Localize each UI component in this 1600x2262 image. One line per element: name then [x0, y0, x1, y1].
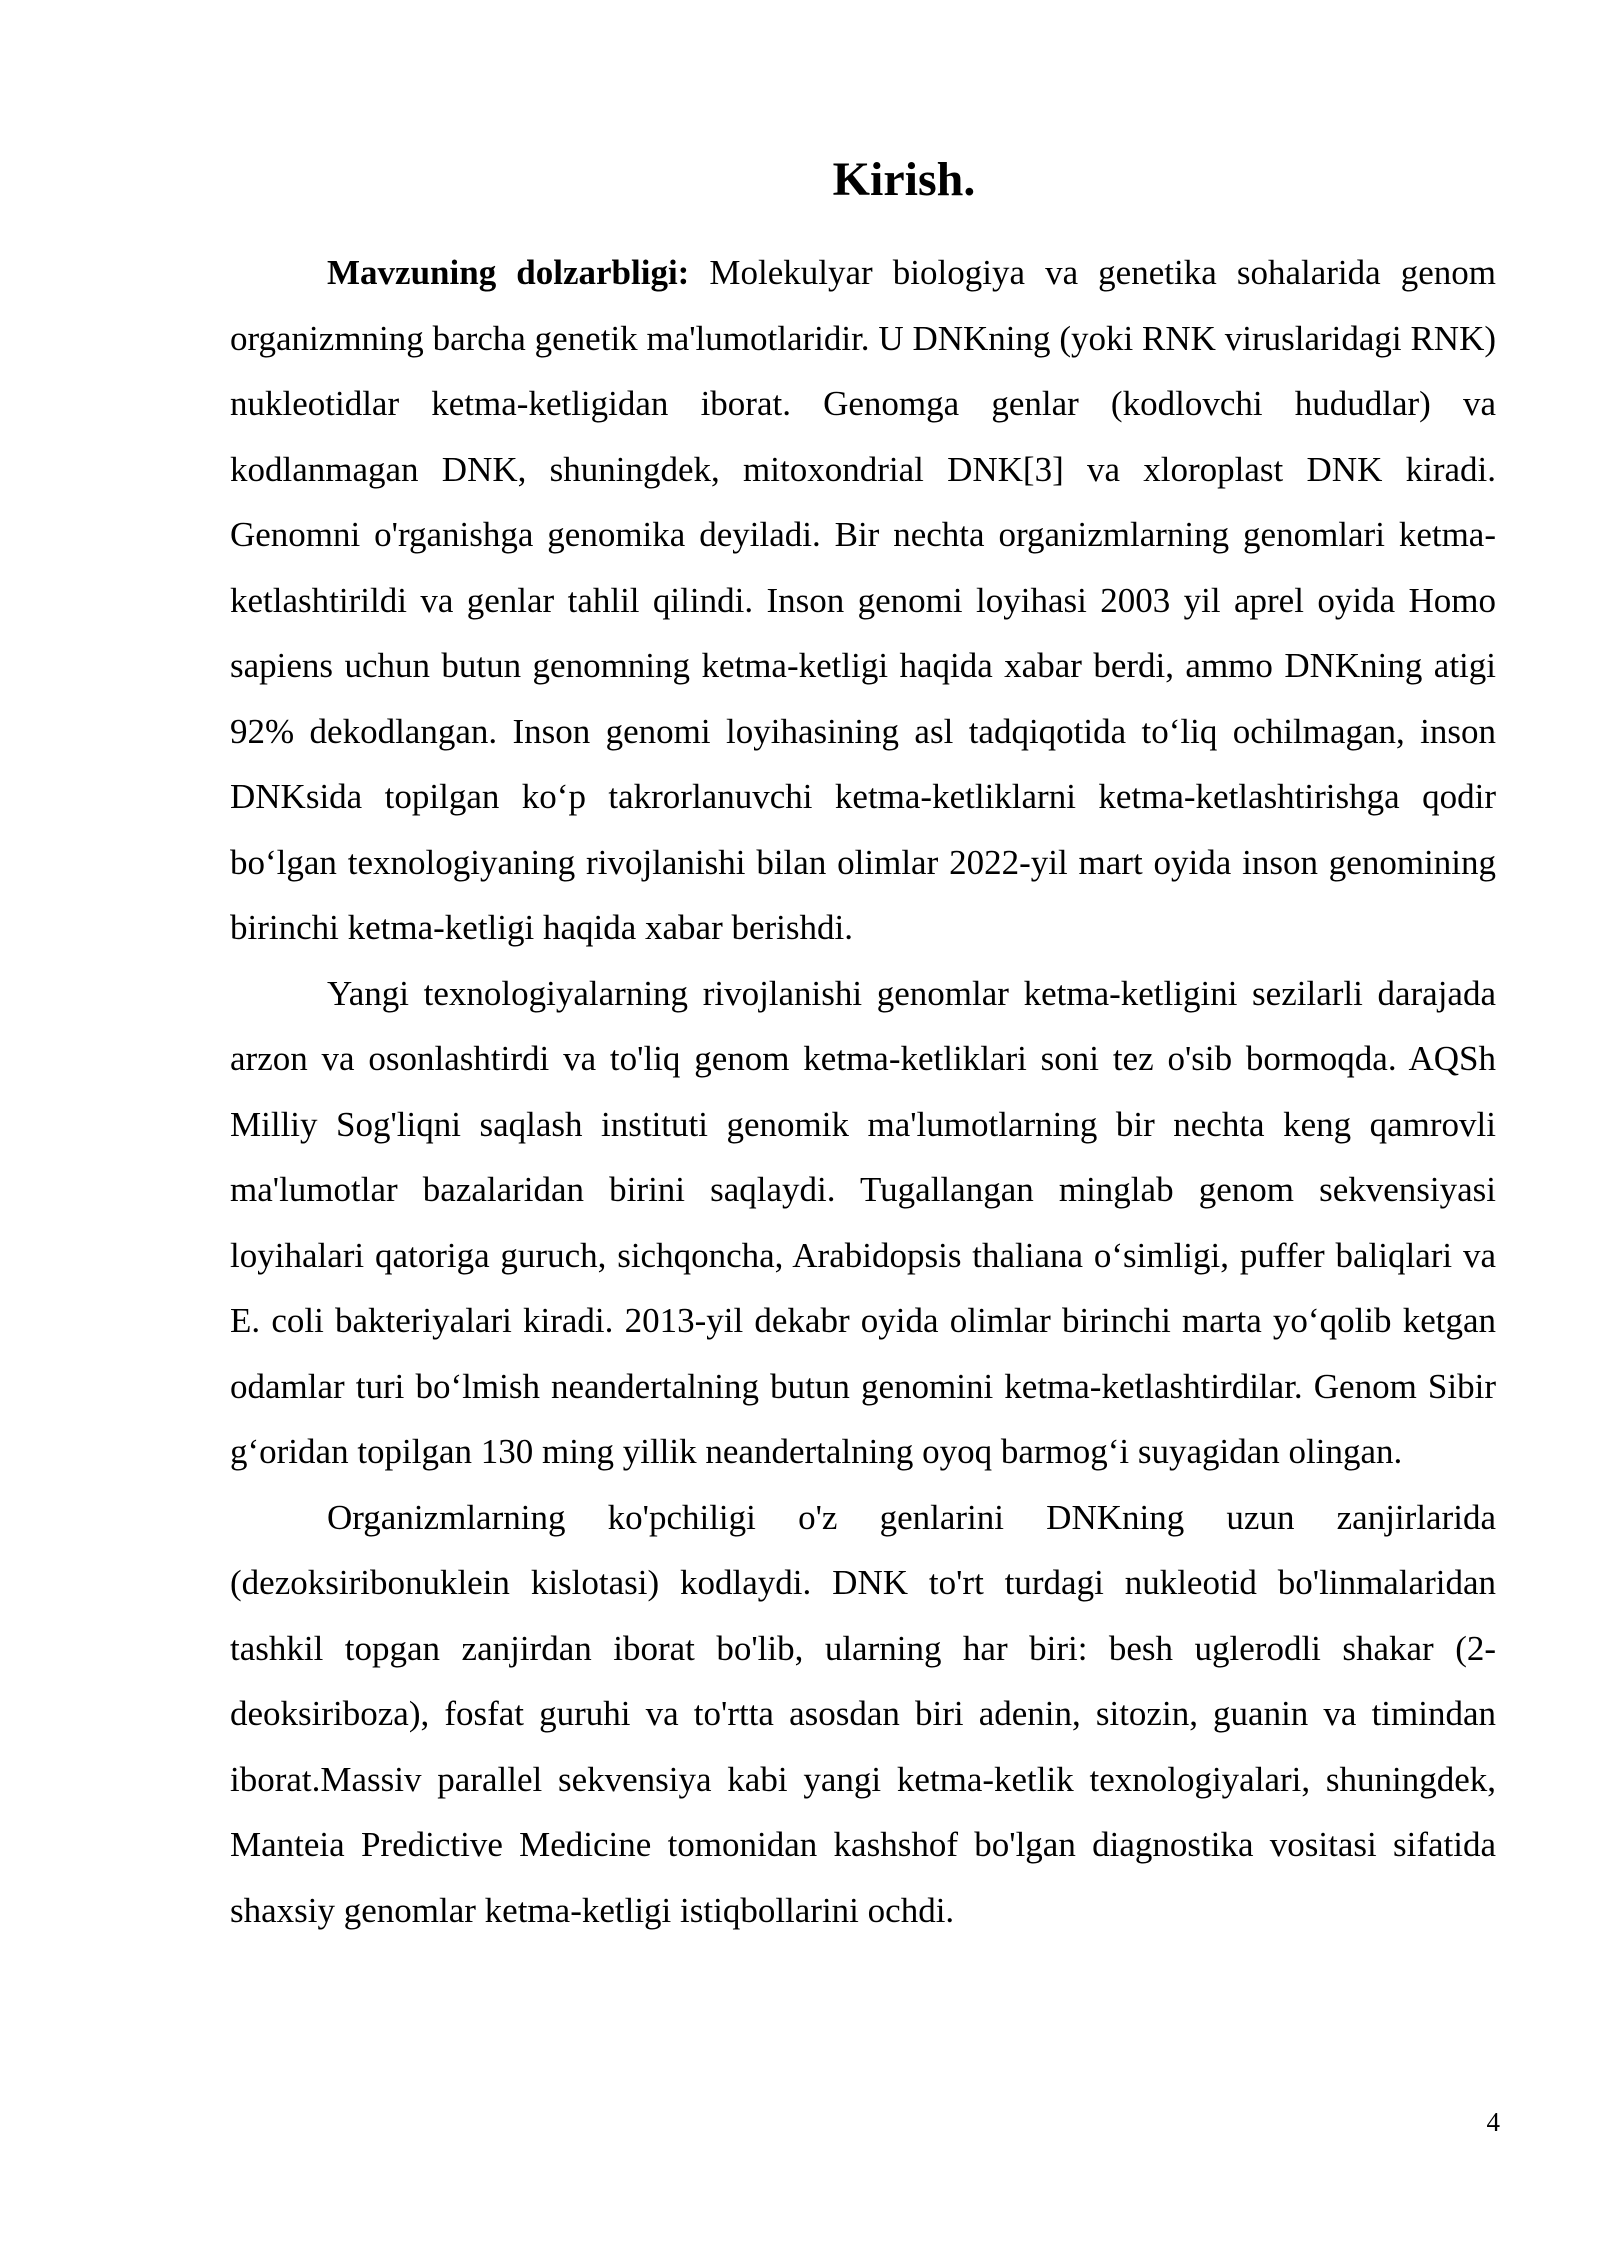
- paragraph-technologies: Yangi texnologiyalarning rivojlanishi genomlar ketma-ketligini sezilarli darajada arzon va osonlashtirdi va to'liq genom ketma-ketliklari soni tez o'sib bormoqda. AQSh Milliy Sog'liqni saqlash instituti genomik ma'lumotlarning bir nechta keng qamrovli ma'lumotlar bazalaridan birini saqlaydi. Tugallangan minglab genom sekvensiyasi loyihalari qatoriga guruch, sichqoncha, Arabidopsis thaliana o‘simligi, puffer baliqlari va E. coli bakteriyalari kiradi. 2013-yil dekabr oyida olimlar birinchi marta yo‘qolib ketgan odamlar turi bo‘lmish neandertalning butun genomini ketma-ketlashtirdilar. Genom Sibir g‘oridan topilgan 130 ming yillik neandertalning oyoq barmog‘i suyagidan olingan.: [230, 973, 1496, 1471]
- paragraph-text: Molekulyar biologiya va genetika sohalarida genom organizmning barcha genetik ma'lumotlaridir. U DNKning (yoki RNK viruslaridagi RNK) nukleotidlar ketma-ketligidan iborat. Genomga genlar (kodlovchi hududlar) va kodlanmagan DNK, shuningdek, mitoxondrial DNK[3] va xloroplast DNK kiradi. Genomni o'rganishga genomika deyiladi. Bir nechta organizmlarning genomlari ketma-ketlashtirildi va genlar tahlil qilindi. Inson genomi loyihasi 2003 yil aprel oyida Homo sapiens uchun butun genomning ketma-ketligi haqida xabar berdi, ammo DNKning atigi 92% dekodlangan. Inson genomi loyihasining asl tadqiqotida to‘liq ochilmagan, inson DNKsida topilgan ko‘p takrorlanuvchi ketma-ketliklarni ketma-ketlashtirishga qodir bo‘lgan texnologiyaning rivojlanishi bilan olimlar 2022-yil mart oyida inson genomining birinchi ketma-ketligi haqida xabar berishdi.: [230, 253, 1496, 947]
- body-text: [230, 240, 1496, 1943]
- page-title: Kirish.: [832, 153, 976, 206]
- paragraph-relevance: [230, 240, 1496, 961]
- page-number: 4: [1486, 2107, 1500, 2137]
- paragraph-dna: Organizmlarning ko'pchiligi o'z genlarini DNKning uzun zanjirlarida (dezoksiribonuklein kislotasi) kodlaydi. DNK to'rt turdagi nukleotid bo'linmalaridan tashkil topgan zanjirdan iborat bo'lib, ularning har biri: besh uglerodli shakar (2-deoksiriboza), fosfat guruhi va to'rtta asosdan biri adenin, sitozin, guanin va timindan iborat.Massiv parallel sekvensiya kabi yangi ketma-ketlik texnologiyalari, shuningdek, Manteia Predictive Medicine tomonidan kashshof bo'lgan diagnostika vositasi sifatida shaxsiy genomlar ketma-ketligi istiqbollarini ochdi.: [230, 1497, 1496, 1930]
- paragraph-lead: Mavzuning dolzarbligi:: [327, 253, 690, 292]
